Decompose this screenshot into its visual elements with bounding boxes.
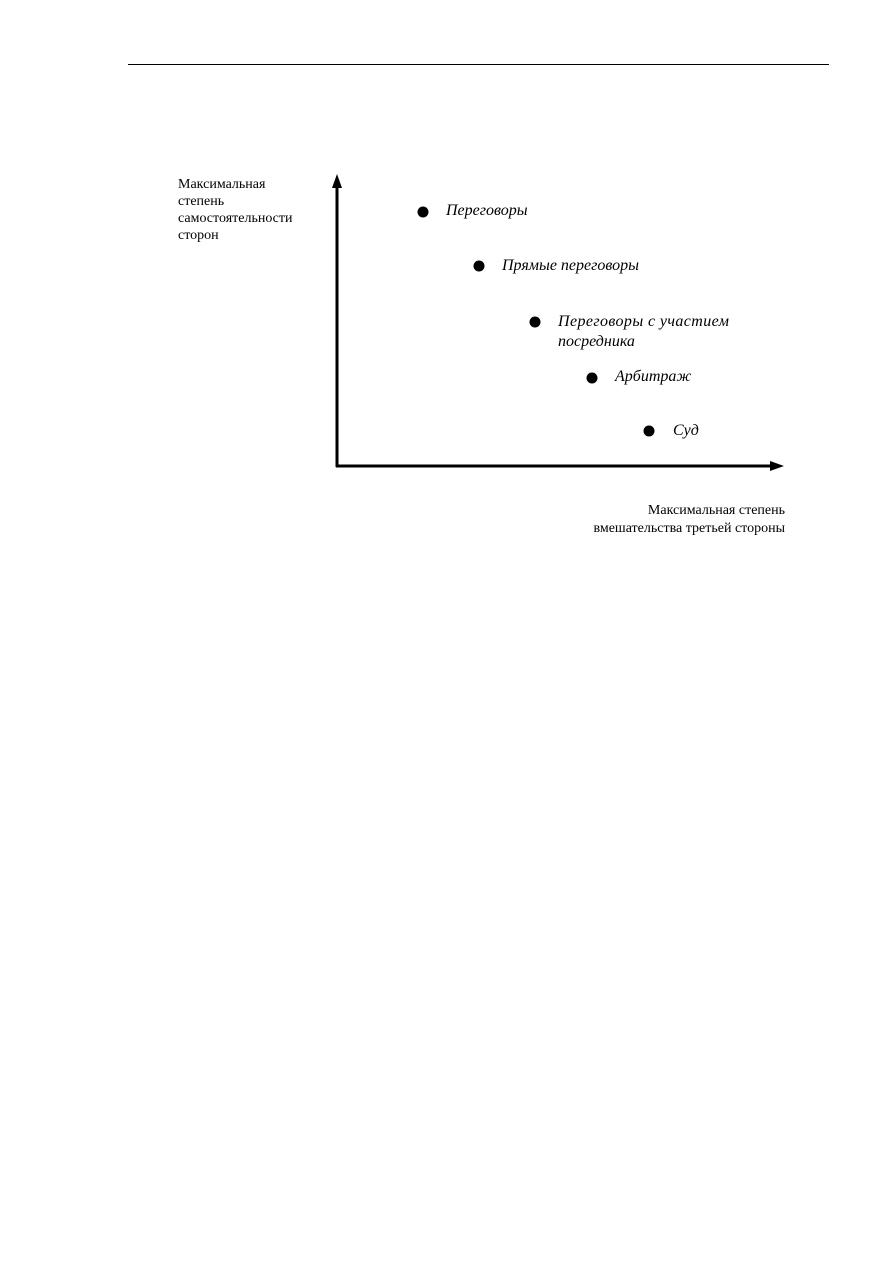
point-marker-court (644, 426, 655, 437)
point-label-arbitration (615, 367, 691, 387)
y-axis-label-line: сторон (178, 228, 219, 243)
point-label-negotiations (446, 201, 528, 221)
point-label-line: посредника (558, 333, 635, 350)
dispute-resolution-diagram (0, 0, 893, 600)
point-label-line: Арбитраж (615, 368, 692, 385)
point-marker-direct-negotiations (474, 261, 485, 272)
point-marker-arbitration (587, 373, 598, 384)
point-label-mediated-negotiations (558, 312, 729, 352)
point-label-line: Суд (673, 422, 699, 439)
point-label-line: Переговоры (446, 202, 528, 219)
x-axis-label (593, 502, 785, 538)
x-axis-label-line: Максимальная степень (647, 503, 785, 518)
y-axis-label-line: самостоятельности (178, 211, 293, 226)
point-label-court (673, 421, 699, 441)
point-label-direct-negotiations (502, 256, 639, 276)
x-axis-arrow-icon (770, 461, 784, 471)
x-axis-label-line: вмешательства третьей стороны (593, 521, 785, 536)
point-marker-mediated-negotiations (530, 317, 541, 328)
y-axis-label (178, 176, 328, 244)
point-label-line: Переговоры с участием (558, 313, 730, 330)
y-axis-arrow-icon (332, 174, 342, 188)
point-marker-negotiations (418, 207, 429, 218)
y-axis-label-line: Максимальная (178, 177, 266, 192)
point-label-line: Прямые переговоры (502, 257, 639, 274)
y-axis-label-line: степень (178, 194, 225, 209)
